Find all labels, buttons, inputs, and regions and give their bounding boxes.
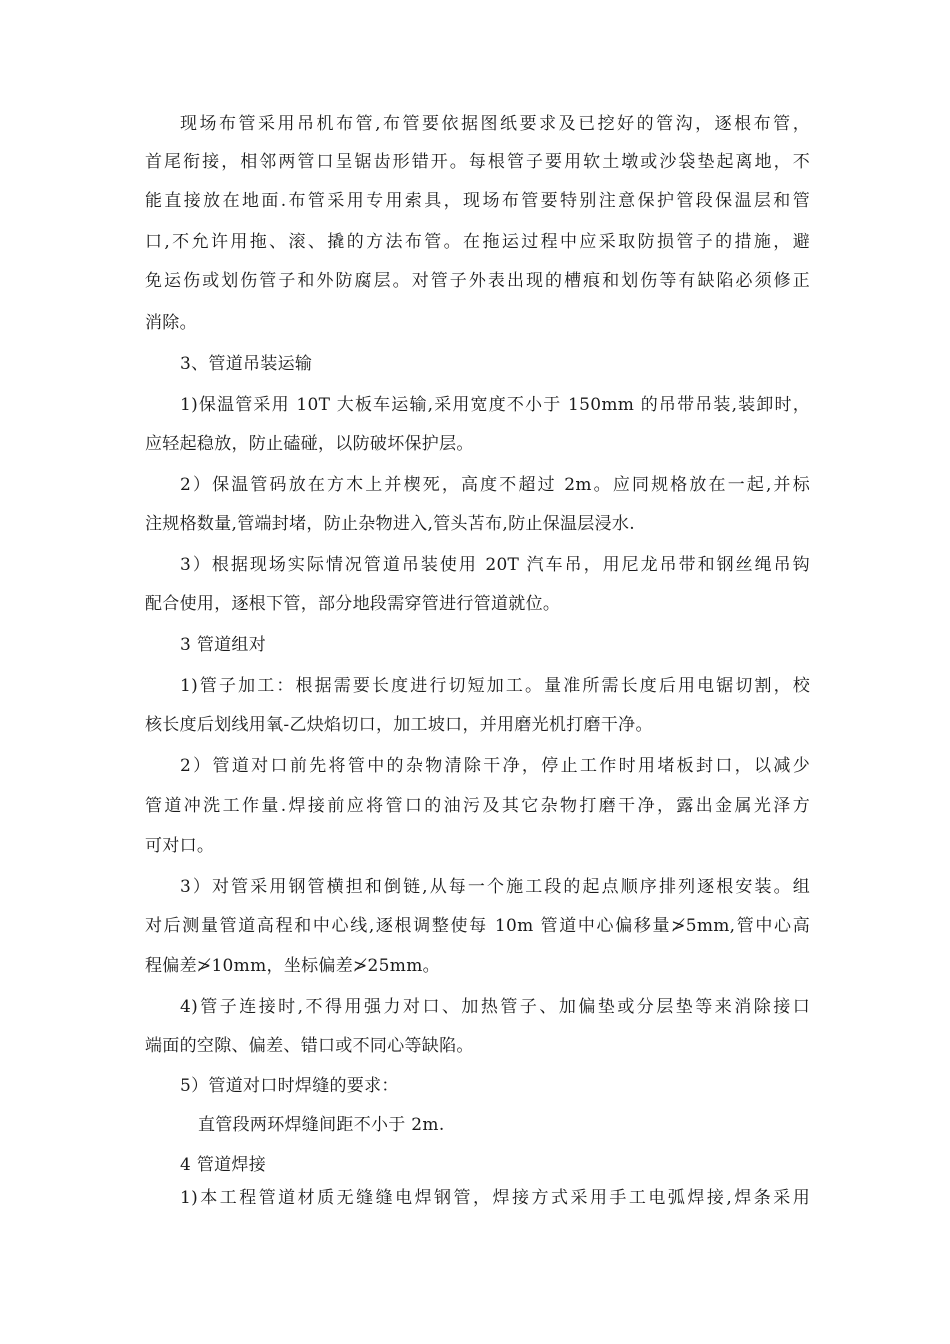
text-line: 注规格数量,管端封堵，防止杂物进入,管头苫布,防止保温层浸水. (145, 514, 635, 534)
text-line: 1)管子加工：根据需要长度进行切短加工。量准所需长度后用电锯切割，校 (180, 676, 810, 696)
text-line: 2）保温管码放在方木上并楔死，高度不超过 2m。应同规格放在一起,并标 (180, 475, 810, 495)
text-line: 1)保温管采用 10T 大板车运输,采用宽度不小于 150mm 的吊带吊装,装卸时， (180, 395, 810, 415)
text-line: 现场布管采用吊机布管,布管要依据图纸要求及已挖好的管沟，逐根布管， (180, 114, 810, 134)
section-heading: 3、管道吊装运输 (180, 354, 313, 374)
text-line: 可对口。 (145, 836, 215, 856)
text-line: 应轻起稳放，防止磕碰，以防破坏保护层。 (145, 434, 474, 454)
text-line: 免运伤或划伤管子和外防腐层。对管子外表出现的槽痕和划伤等有缺陷必须修正 (145, 271, 810, 291)
text-line: 3）对管采用钢管横担和倒链,从每一个施工段的起点顺序排列逐根安装。组 (180, 877, 810, 897)
text-line: 2）管道对口前先将管中的杂物清除干净，停止工作时用堵板封口，以减少 (180, 756, 810, 776)
text-line: 1)本工程管道材质无缝缝电焊钢管，焊接方式采用手工电弧焊接,焊条采用 (180, 1188, 810, 1208)
text-line: 能直接放在地面.布管采用专用索具，现场布管要特别注意保护管段保温层和管 (145, 191, 810, 211)
text-line: 直管段两环焊缝间距不小于 2m. (198, 1115, 445, 1135)
section-heading: 4 管道焊接 (180, 1155, 267, 1175)
text-line: 端面的空隙、偏差、错口或不同心等缺陷。 (145, 1036, 474, 1056)
text-line: 消除。 (145, 313, 197, 333)
text-line: 首尾衔接，相邻两管口呈锯齿形错开。每根管子要用软土墩或沙袋垫起离地，不 (145, 152, 810, 172)
text-line: 对后测量管道高程和中心线,逐根调整使每 10m 管道中心偏移量≯5mm,管中心高 (145, 916, 810, 936)
text-line: 3）根据现场实际情况管道吊装使用 20T 汽车吊，用尼龙吊带和钢丝绳吊钩 (180, 555, 810, 575)
text-line: 程偏差≯10mm，坐标偏差≯25mm。 (145, 956, 440, 976)
text-line: 5）管道对口时焊缝的要求： (180, 1076, 399, 1096)
text-line: 配合使用，逐根下管，部分地段需穿管进行管道就位。 (145, 594, 561, 614)
text-line: 核长度后划线用氧-乙炔焰切口，加工坡口，并用磨光机打磨干净。 (145, 715, 653, 735)
text-line: 管道冲洗工作量.焊接前应将管口的油污及其它杂物打磨干净，露出金属光泽方 (145, 796, 810, 816)
text-line: 4)管子连接时,不得用强力对口、加热管子、加偏垫或分层垫等来消除接口 (180, 997, 810, 1017)
section-heading: 3 管道组对 (180, 635, 267, 655)
text-line: 口,不允许用拖、滚、撬的方法布管。在拖运过程中应采取防损管子的措施，避 (145, 232, 810, 252)
